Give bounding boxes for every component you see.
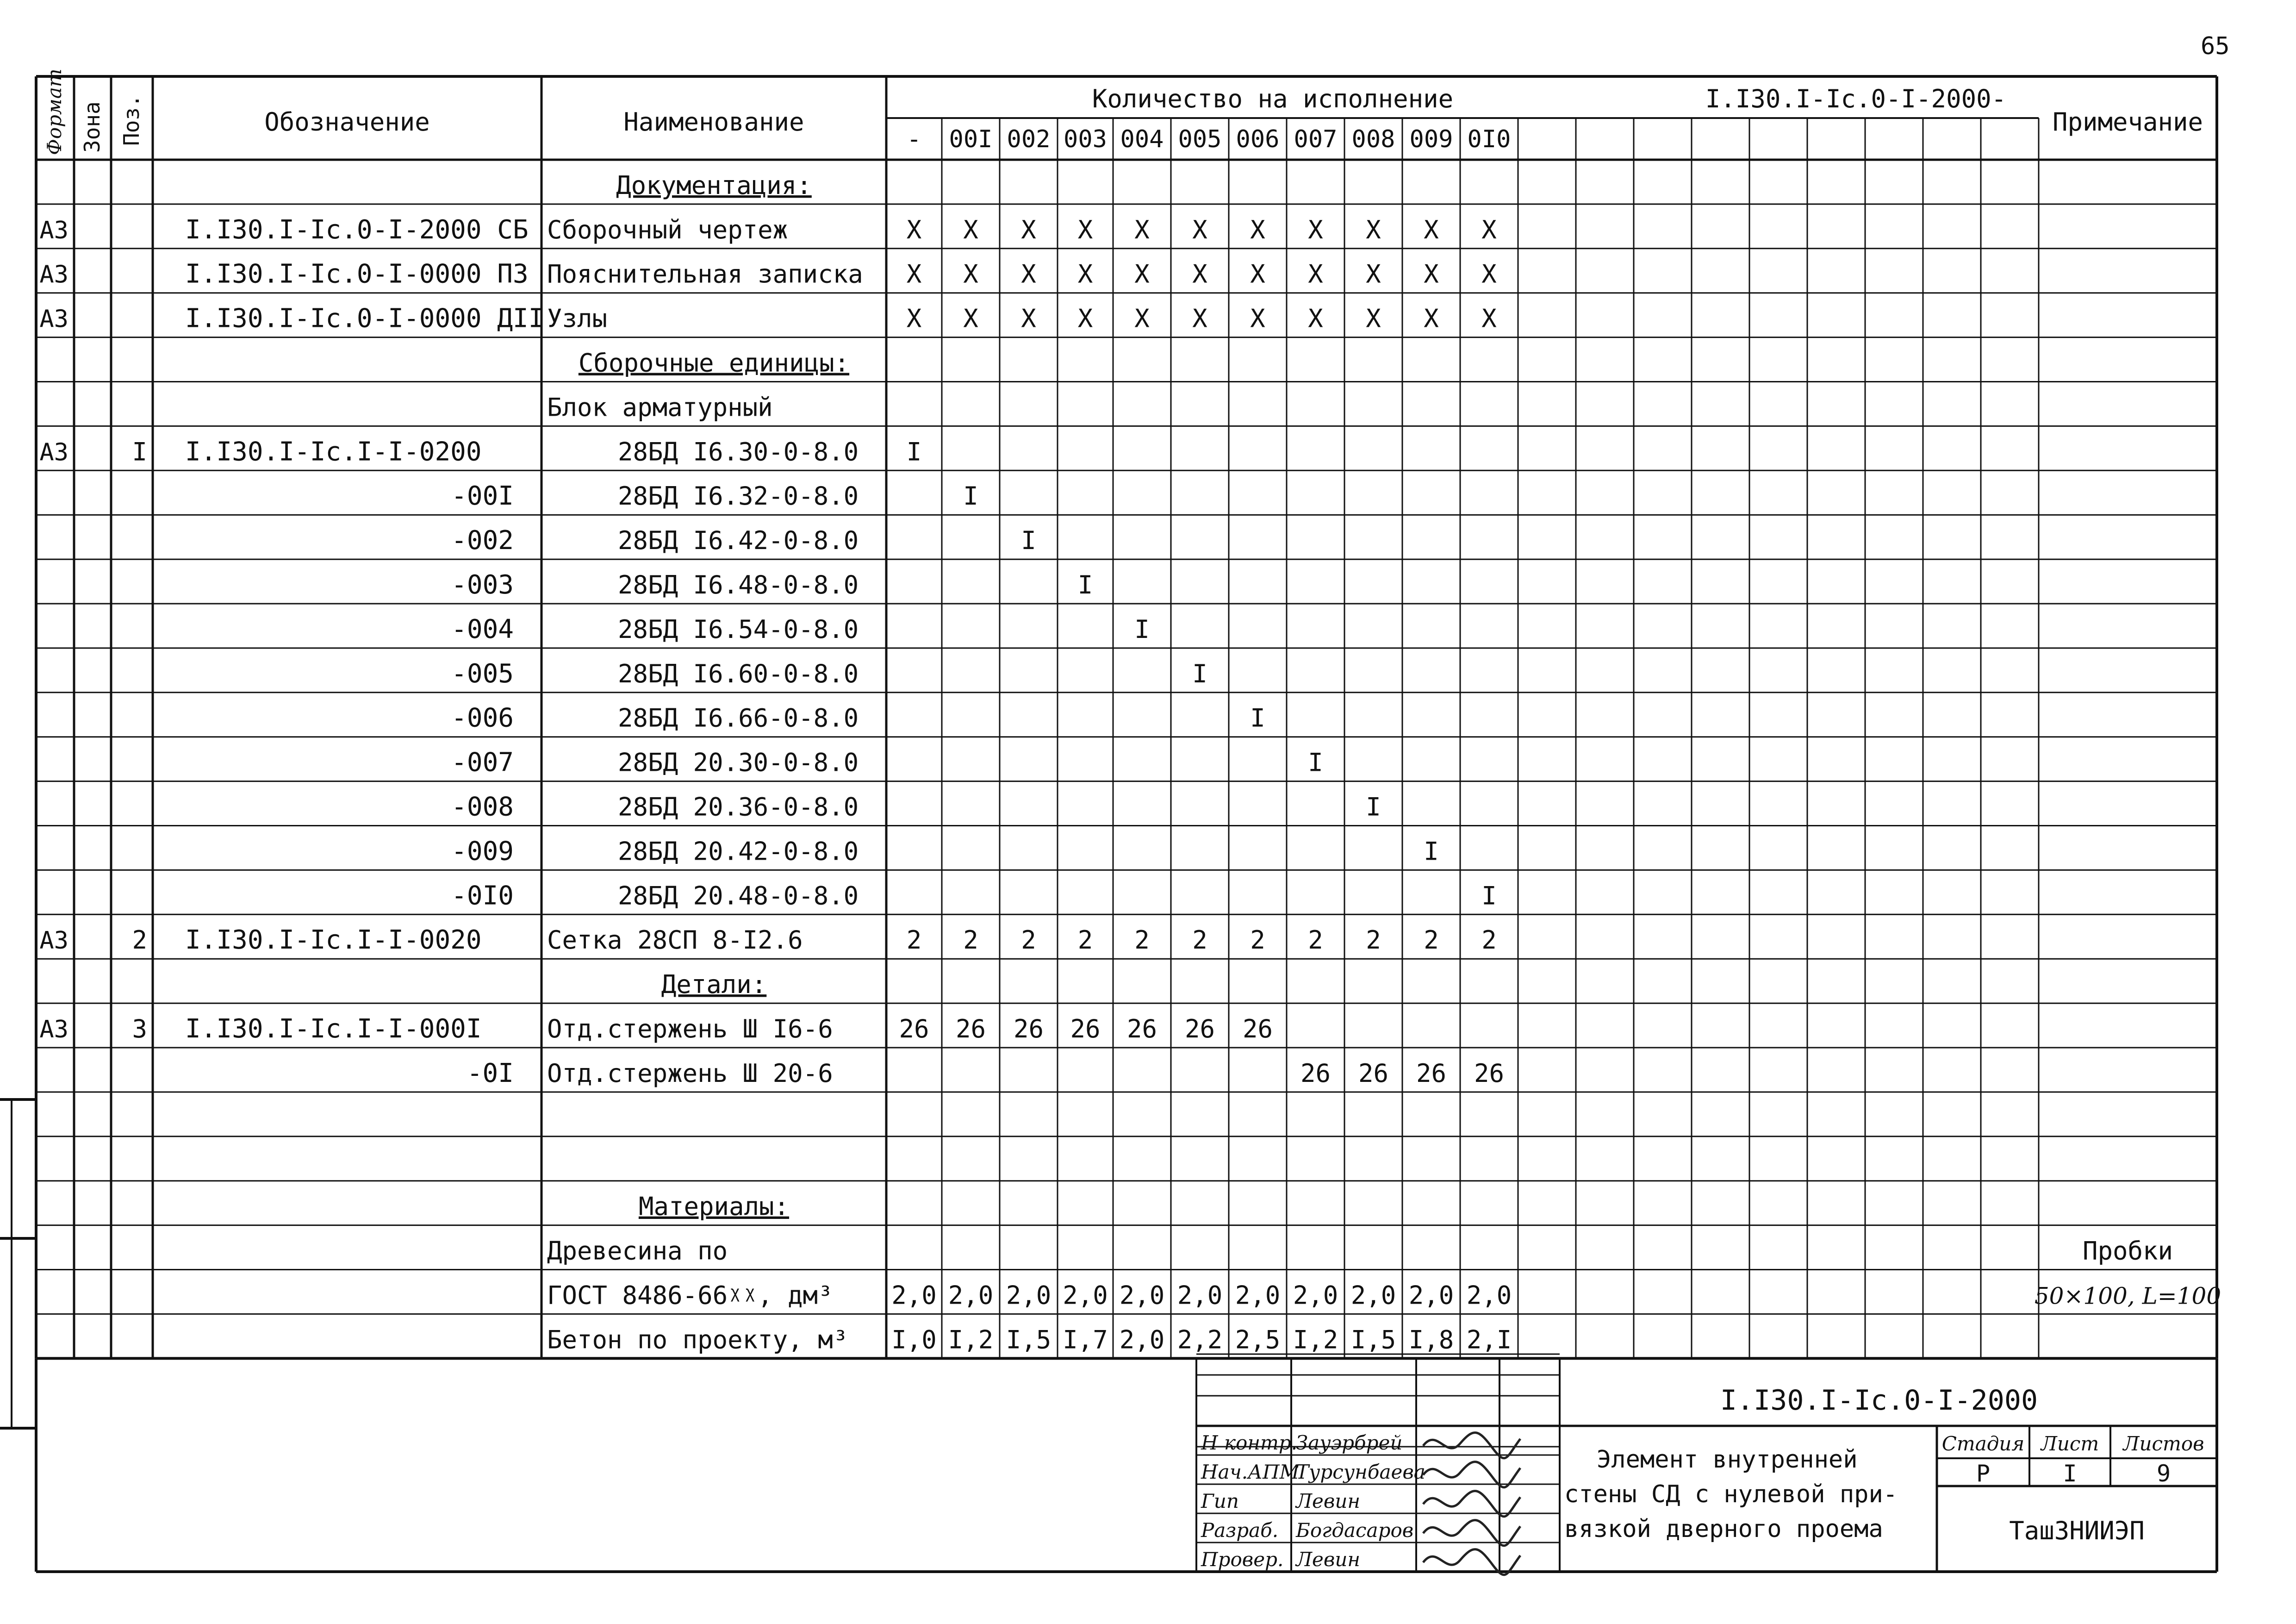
qty-value: X bbox=[1366, 304, 1381, 333]
header-variant: 008 bbox=[1351, 125, 1395, 153]
page-number: 65 bbox=[2201, 32, 2230, 60]
row-note: Пробки bbox=[2082, 1236, 2173, 1266]
row-name: 28БД I6.54-0-8.0 bbox=[618, 614, 859, 644]
row-designation: -002 bbox=[451, 525, 514, 556]
row-name: Древесина по bbox=[547, 1236, 728, 1266]
header-note: Примечание bbox=[2052, 107, 2203, 137]
header-variant: 004 bbox=[1120, 125, 1164, 153]
row-designation: -00I bbox=[451, 481, 514, 512]
qty-value: I bbox=[906, 437, 922, 467]
tb-stage: Р bbox=[1976, 1460, 1991, 1487]
section-heading: Материалы: bbox=[638, 1192, 790, 1221]
row-position: 2 bbox=[132, 925, 147, 955]
qty-value: 2 bbox=[1021, 925, 1036, 955]
qty-value: X bbox=[1192, 304, 1207, 333]
tb-organization: ТашЗНИИЭП bbox=[2009, 1516, 2145, 1545]
tb-sheets-label: Листов bbox=[2123, 1432, 2204, 1455]
qty-value: I,2 bbox=[1293, 1325, 1338, 1355]
tb-signer-role: Нач.АПМ bbox=[1201, 1461, 1300, 1483]
row-designation: -007 bbox=[451, 747, 514, 778]
row-name: Узлы bbox=[547, 304, 608, 333]
qty-value: 2,0 bbox=[1063, 1280, 1108, 1310]
qty-value: 2,0 bbox=[1235, 1280, 1281, 1310]
qty-value: X bbox=[963, 259, 978, 289]
header-qty-title: Количество на исполнение bbox=[1092, 84, 1454, 113]
qty-value: X bbox=[906, 259, 922, 289]
qty-value: 2,2 bbox=[1177, 1325, 1223, 1355]
header-variant: 002 bbox=[1007, 125, 1051, 153]
qty-value: 26 bbox=[1242, 1014, 1273, 1043]
row-name: 28БД I6.42-0-8.0 bbox=[618, 526, 859, 556]
qty-value: X bbox=[1134, 215, 1150, 244]
row-name: 28БД 20.36-0-8.0 bbox=[618, 792, 859, 822]
qty-value: 26 bbox=[1300, 1058, 1331, 1088]
row-name: 28БД I6.60-0-8.0 bbox=[618, 659, 859, 688]
header-format: Формат bbox=[43, 69, 66, 155]
tb-signer-role: Н контр. bbox=[1201, 1431, 1298, 1454]
header-designation: Обозначение bbox=[264, 107, 430, 137]
qty-value: X bbox=[1481, 259, 1497, 289]
row-format: А3 bbox=[39, 927, 68, 955]
row-designation: I.I30.I-Ic.0-I-0000 ДII bbox=[185, 303, 544, 334]
header-variant: 003 bbox=[1064, 125, 1107, 153]
row-designation: I.I30.I-Ic.I-I-0020 bbox=[185, 925, 482, 956]
qty-value: 26 bbox=[1013, 1014, 1044, 1043]
qty-value: 2 bbox=[1308, 925, 1323, 955]
qty-value: 2,I bbox=[1466, 1325, 1512, 1355]
row-name: Отд.стержень Ш 20-6 bbox=[547, 1058, 833, 1088]
qty-value: 2 bbox=[1481, 925, 1497, 955]
tb-sheet-label: Лист bbox=[2041, 1432, 2099, 1455]
qty-value: 2,0 bbox=[891, 1280, 937, 1310]
qty-value: I bbox=[1308, 748, 1323, 777]
qty-value: X bbox=[1134, 259, 1150, 289]
header-variant: 009 bbox=[1409, 125, 1453, 153]
qty-value: X bbox=[1021, 259, 1036, 289]
qty-value: 2,0 bbox=[1119, 1325, 1165, 1355]
row-designation: -003 bbox=[451, 570, 514, 600]
qty-value: I bbox=[1134, 614, 1150, 644]
qty-value: 2,5 bbox=[1235, 1325, 1281, 1355]
qty-value: X bbox=[1250, 304, 1265, 333]
tb-sheets: 9 bbox=[2156, 1460, 2171, 1487]
row-name: Сетка 28СП 8-I2.6 bbox=[547, 925, 803, 955]
row-position: 3 bbox=[132, 1014, 147, 1043]
row-format: А3 bbox=[39, 305, 68, 333]
qty-value: X bbox=[906, 215, 922, 244]
qty-value: X bbox=[1250, 259, 1265, 289]
row-designation: I.I30.I-Ic.0-I-2000 СБ bbox=[185, 214, 529, 245]
row-name: 28БД 20.48-0-8.0 bbox=[618, 881, 859, 911]
row-name: Пояснительная записка bbox=[547, 259, 863, 289]
section-heading: Детали: bbox=[661, 970, 767, 999]
row-designation: -0I bbox=[467, 1058, 514, 1088]
qty-value: X bbox=[1077, 304, 1093, 333]
row-format: А3 bbox=[39, 438, 68, 467]
qty-value: X bbox=[1308, 215, 1323, 244]
row-designation: I.I30.I-Ic.0-I-0000 ПЗ bbox=[185, 259, 529, 289]
header-variant: 006 bbox=[1236, 125, 1280, 153]
tb-title-line: Элемент внутренней bbox=[1597, 1446, 1858, 1474]
qty-value: 2,0 bbox=[1293, 1280, 1338, 1310]
row-designation: -005 bbox=[451, 658, 514, 689]
tb-code: I.I30.I-Ic.0-I-2000 bbox=[1720, 1384, 2038, 1417]
row-name: Отд.стержень Ш I6-6 bbox=[547, 1014, 833, 1043]
qty-value: 2 bbox=[1134, 925, 1150, 955]
qty-value: 2 bbox=[963, 925, 978, 955]
row-name: 28БД I6.66-0-8.0 bbox=[618, 703, 859, 733]
tb-signer-name: Зауэрбрей bbox=[1296, 1431, 1403, 1454]
section-heading: Документация: bbox=[616, 170, 812, 200]
header-base-code: I.I30.I-Ic.0-I-2000- bbox=[1705, 84, 2007, 113]
qty-value: X bbox=[906, 304, 922, 333]
header-name: Наименование bbox=[623, 107, 804, 137]
row-name: 28БД I6.32-0-8.0 bbox=[618, 481, 859, 511]
row-note: 50×100, L=100 bbox=[2034, 1282, 2221, 1310]
qty-value: 26 bbox=[899, 1014, 929, 1043]
qty-value: 2 bbox=[1250, 925, 1265, 955]
qty-value: I,0 bbox=[891, 1325, 937, 1355]
tb-stage-label: Стадия bbox=[1941, 1432, 2025, 1455]
qty-value: 26 bbox=[1358, 1058, 1389, 1088]
qty-value: X bbox=[1308, 259, 1323, 289]
qty-value: I bbox=[1250, 703, 1265, 733]
row-designation: -006 bbox=[451, 703, 514, 733]
row-designation: -0I0 bbox=[451, 881, 514, 911]
qty-value: X bbox=[1250, 215, 1265, 244]
qty-value: I bbox=[1366, 792, 1381, 822]
row-name: Бетон по проекту, м³ bbox=[547, 1325, 848, 1355]
qty-value: X bbox=[1424, 259, 1439, 289]
row-format: А3 bbox=[39, 1016, 68, 1043]
qty-value: X bbox=[1481, 304, 1497, 333]
qty-value: I,8 bbox=[1408, 1325, 1454, 1355]
qty-value: 2,0 bbox=[1408, 1280, 1454, 1310]
row-designation: -008 bbox=[451, 792, 514, 822]
qty-value: 2 bbox=[1366, 925, 1381, 955]
qty-value: X bbox=[1077, 259, 1093, 289]
qty-value: 26 bbox=[1126, 1014, 1157, 1043]
qty-value: X bbox=[1192, 215, 1207, 244]
qty-value: 2,0 bbox=[948, 1280, 994, 1310]
tb-title-line: стены СД с нулевой при- bbox=[1564, 1480, 1898, 1508]
qty-value: 26 bbox=[1474, 1058, 1505, 1088]
qty-value: I,2 bbox=[948, 1325, 994, 1355]
qty-value: I,7 bbox=[1063, 1325, 1108, 1355]
row-designation: -004 bbox=[451, 614, 514, 644]
qty-value: X bbox=[1366, 259, 1381, 289]
qty-value: I bbox=[1424, 837, 1439, 866]
qty-value: X bbox=[1424, 304, 1439, 333]
row-name: ГОСТ 8486-66ᵡᵡ, дм³ bbox=[547, 1280, 833, 1310]
qty-value: I,5 bbox=[1006, 1325, 1052, 1355]
row-designation: I.I30.I-Ic.I-I-000I bbox=[185, 1014, 482, 1044]
tb-sheet: I bbox=[2063, 1460, 2077, 1487]
qty-value: 26 bbox=[1070, 1014, 1101, 1043]
qty-value: X bbox=[1134, 304, 1150, 333]
qty-value: X bbox=[963, 215, 978, 244]
tb-signer-name: Богдасаров bbox=[1296, 1519, 1414, 1542]
qty-value: I bbox=[1021, 526, 1036, 556]
row-name: Сборочный чертеж bbox=[547, 215, 788, 244]
header-variant: 00I bbox=[949, 125, 993, 153]
qty-value: X bbox=[1192, 259, 1207, 289]
qty-value: X bbox=[1021, 304, 1036, 333]
qty-value: 2 bbox=[1192, 925, 1207, 955]
qty-value: 2,0 bbox=[1119, 1280, 1165, 1310]
row-designation: I.I30.I-Ic.I-I-0200 bbox=[185, 437, 482, 467]
row-position: I bbox=[132, 437, 147, 467]
qty-value: I bbox=[1077, 570, 1093, 600]
row-name: 28БД 20.30-0-8.0 bbox=[618, 748, 859, 777]
qty-value: X bbox=[1021, 215, 1036, 244]
header-pos: Поз. bbox=[119, 94, 144, 146]
qty-value: I bbox=[1192, 659, 1207, 688]
qty-value: X bbox=[1424, 215, 1439, 244]
row-name: Блок арматурный bbox=[547, 393, 773, 422]
qty-value: 26 bbox=[1416, 1058, 1447, 1088]
row-name: 28БД I6.48-0-8.0 bbox=[618, 570, 859, 600]
qty-value: 26 bbox=[1184, 1014, 1215, 1043]
header-variant: 0I0 bbox=[1467, 125, 1511, 153]
tb-signer-role: Разраб. bbox=[1201, 1519, 1279, 1542]
qty-value: 26 bbox=[955, 1014, 986, 1043]
header-zone: Зона bbox=[80, 101, 105, 153]
section-heading: Сборочные единицы: bbox=[578, 348, 850, 378]
header-variant: - bbox=[907, 125, 921, 153]
qty-value: X bbox=[963, 304, 978, 333]
qty-value: 2 bbox=[1424, 925, 1439, 955]
tb-title-line: вязкой дверного проема bbox=[1564, 1515, 1883, 1543]
qty-value: X bbox=[1077, 215, 1093, 244]
qty-value: 2,0 bbox=[1006, 1280, 1052, 1310]
header-variant: 007 bbox=[1294, 125, 1338, 153]
tb-signer-name: Турсунбаева bbox=[1296, 1461, 1425, 1483]
qty-value: 2 bbox=[906, 925, 922, 955]
header-variant: 005 bbox=[1178, 125, 1222, 153]
qty-value: 2 bbox=[1077, 925, 1093, 955]
qty-value: I bbox=[963, 481, 978, 511]
row-format: А3 bbox=[39, 216, 68, 244]
qty-value: I,5 bbox=[1350, 1325, 1396, 1355]
qty-value: 2,0 bbox=[1466, 1280, 1512, 1310]
tb-signer-role: Гип bbox=[1201, 1490, 1239, 1512]
qty-value: 2,0 bbox=[1350, 1280, 1396, 1310]
qty-value: X bbox=[1366, 215, 1381, 244]
tb-signer-name: Левин bbox=[1296, 1548, 1361, 1571]
qty-value: I bbox=[1481, 881, 1497, 911]
qty-value: X bbox=[1308, 304, 1323, 333]
row-format: А3 bbox=[39, 261, 68, 289]
row-designation: -009 bbox=[451, 836, 514, 867]
qty-value: X bbox=[1481, 215, 1497, 244]
row-name: 28БД I6.30-0-8.0 bbox=[618, 437, 859, 467]
tb-signer-name: Левин bbox=[1296, 1490, 1361, 1512]
row-name: 28БД 20.42-0-8.0 bbox=[618, 837, 859, 866]
tb-signer-role: Провер. bbox=[1201, 1548, 1284, 1571]
qty-value: 2,0 bbox=[1177, 1280, 1223, 1310]
